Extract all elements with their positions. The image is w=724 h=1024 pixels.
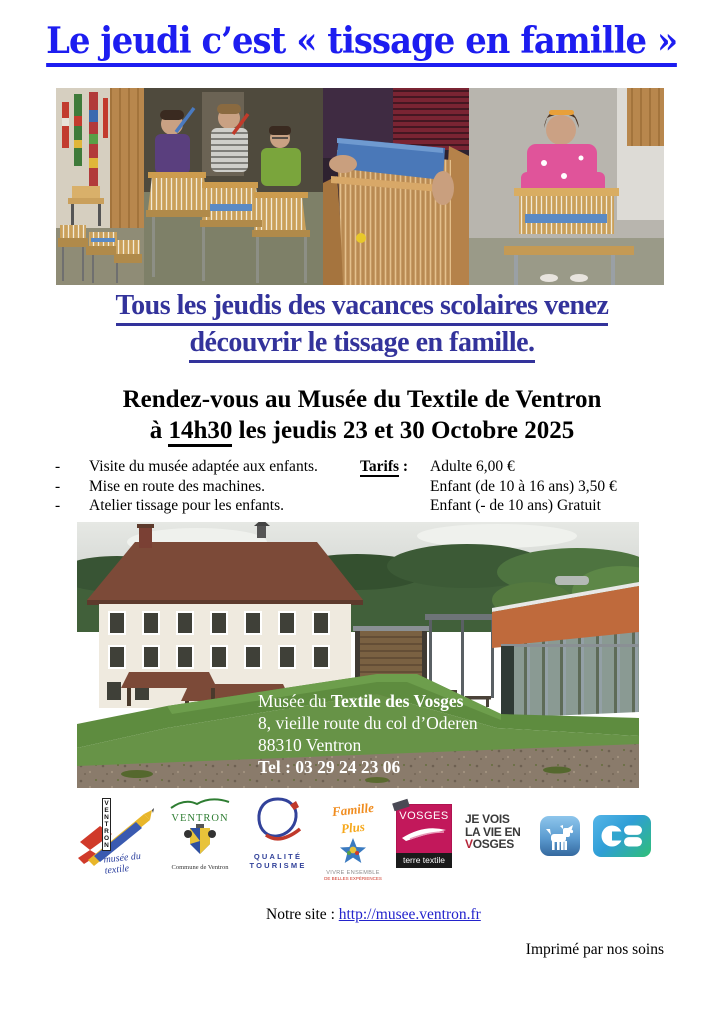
qualite-tourisme-icon bbox=[246, 795, 310, 847]
jevois-line1: JE VOIS bbox=[465, 812, 510, 826]
famille-sub1: VIVRE ENSEMBLE bbox=[326, 870, 380, 876]
qualite-tourisme-logo bbox=[246, 795, 310, 877]
famille-plus-wordmark bbox=[323, 801, 383, 837]
museum-address: 8, vieille route du col d’Oderen bbox=[258, 713, 478, 733]
jevois-line3 bbox=[465, 838, 527, 851]
printed-note: Imprimé par nos soins bbox=[525, 941, 664, 958]
dog-icon bbox=[540, 816, 580, 856]
vosges-terre-textile-logo bbox=[396, 804, 452, 868]
famille-plus-star-icon bbox=[338, 837, 368, 865]
partner-logos-row bbox=[78, 794, 630, 881]
museum-name-bold: Textile des Vosges bbox=[330, 691, 464, 711]
musee-textile-logo bbox=[78, 796, 154, 876]
commune-name: VENTRON bbox=[171, 813, 229, 824]
qualite-text-line1: QUALITÉ bbox=[253, 852, 303, 861]
vosges-subtitle: terre textile bbox=[396, 853, 452, 868]
tarif-enfant-moins-10: Enfant (- de 10 ans) Gratuit bbox=[430, 497, 601, 514]
musee-logo-script-text: musée du textile bbox=[102, 850, 142, 877]
jevois-line2: LA VIE EN bbox=[465, 824, 521, 839]
activity-2: Mise en route des machines. bbox=[89, 477, 266, 495]
meeting-time: 14h30 bbox=[168, 417, 232, 447]
commune-mountain-icon bbox=[167, 796, 233, 810]
museum-name-prefix: Musée du bbox=[258, 691, 331, 711]
page-title-text: Le jeudi c’est « tissage en famille » bbox=[46, 20, 677, 67]
tarifs-word: Tarifs bbox=[360, 458, 400, 475]
museum-contact-overlay bbox=[258, 690, 478, 778]
page-title bbox=[0, 20, 724, 67]
list-item bbox=[55, 477, 355, 497]
famille-plus-logo bbox=[323, 799, 383, 881]
museum-city: 88310 Ventron bbox=[258, 735, 362, 755]
collage-photo-1 bbox=[56, 88, 144, 285]
dogs-allowed-icon bbox=[540, 816, 580, 856]
cb-icon bbox=[593, 815, 651, 857]
bullet-dash: - bbox=[55, 497, 61, 514]
bullet-dash: - bbox=[55, 477, 61, 495]
list-item bbox=[55, 457, 355, 477]
website-label: Notre site : bbox=[266, 906, 339, 923]
tarifs-colon: : bbox=[399, 458, 409, 475]
vosges-title: VOSGES bbox=[399, 810, 449, 822]
museum-name bbox=[258, 690, 478, 712]
subtitle-line1: Tous les jeudis des vacances scolaires venez bbox=[116, 289, 609, 326]
subtitle bbox=[0, 289, 724, 363]
collage-photo-2 bbox=[144, 88, 323, 285]
kids-weaving-photo-collage bbox=[56, 88, 664, 285]
commune-subtitle: Commune de Ventron bbox=[171, 864, 229, 871]
subtitle-line2: découvrir le tissage en famille. bbox=[189, 326, 534, 363]
commune-coat-of-arms bbox=[183, 824, 217, 858]
famille-sub2: DE BELLES EXPÉRIENCES bbox=[324, 876, 382, 881]
tarifs-values bbox=[430, 457, 617, 516]
collage-photo-3 bbox=[323, 88, 469, 285]
activities-list bbox=[55, 457, 355, 516]
website-line bbox=[266, 906, 481, 924]
plus-word: Plus bbox=[340, 818, 366, 837]
meeting-prefix: à bbox=[149, 417, 169, 444]
meeting-suffix: les jeudis 23 et 30 Octobre 2025 bbox=[232, 417, 575, 444]
meeting-line1: Rendez-vous au Musée du Textile de Ventron bbox=[122, 386, 602, 413]
tarifs-label bbox=[360, 457, 408, 477]
list-item bbox=[55, 496, 355, 516]
collage-photo-4 bbox=[469, 88, 664, 285]
jevois-red-v: V bbox=[465, 837, 473, 851]
qualite-text-line2: TOURISME bbox=[249, 861, 307, 870]
tarif-adulte: Adulte 6,00 € bbox=[430, 458, 515, 475]
bullet-dash: - bbox=[55, 458, 61, 475]
ventron-commune-logo bbox=[167, 796, 233, 876]
vosges-shuttle-icon bbox=[396, 822, 452, 844]
je-vois-la-vie-en-vosges-logo bbox=[465, 813, 527, 859]
museum-photo bbox=[77, 522, 639, 788]
famille-word: Famille bbox=[331, 799, 375, 820]
musee-logo-vertical-text: VENTRON bbox=[103, 800, 110, 849]
cb-payment-logo bbox=[593, 815, 651, 857]
jevois-rest: OSGES bbox=[472, 837, 514, 851]
meeting-info bbox=[0, 384, 724, 446]
activity-3: Atelier tissage pour les enfants. bbox=[89, 497, 284, 514]
museum-phone: Tel : 03 29 24 23 06 bbox=[258, 757, 401, 777]
activity-1: Visite du musée adaptée aux enfants. bbox=[89, 458, 318, 475]
meeting-line2 bbox=[0, 415, 724, 446]
tarif-enfant-10-16: Enfant (de 10 à 16 ans) 3,50 € bbox=[430, 477, 617, 495]
collage-graphic bbox=[56, 88, 664, 285]
website-link[interactable]: http://musee.ventron.fr bbox=[338, 906, 481, 923]
